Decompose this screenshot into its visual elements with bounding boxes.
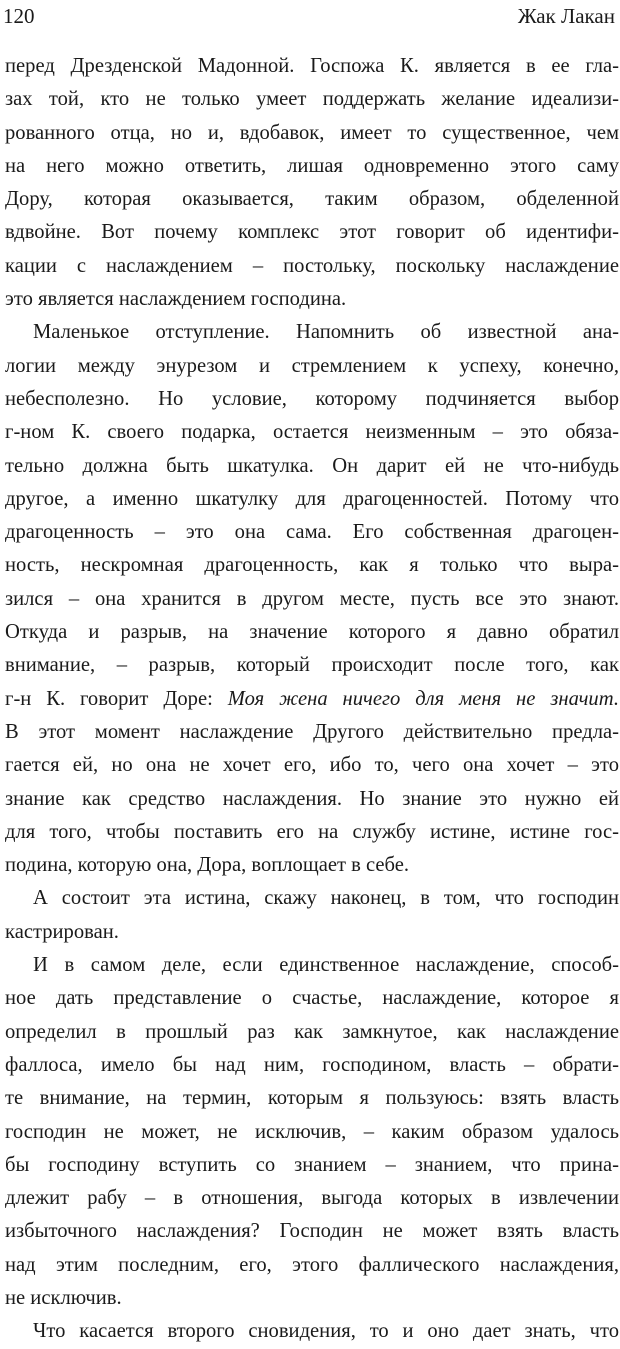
text-line: подина, которую она, Дора, воплощает в себе. bbox=[5, 854, 410, 877]
text-line: перед Дрезденской Мадонной. Госпожа К. является в ее гла- bbox=[5, 55, 619, 77]
text-line: Маленькое отступление. Напомнить об известной ана- bbox=[33, 321, 619, 344]
text-line: Откуда и разрыв, на значение которого я давно обратил bbox=[5, 621, 619, 644]
text-line: драгоценность – это она сама. Его собственная драгоцен- bbox=[5, 521, 619, 544]
text-line: ное дать представление о счастье, наслаждение, которое я bbox=[5, 987, 619, 1010]
body-text bbox=[5, 50, 619, 1349]
text-line: кастрирован. bbox=[5, 920, 119, 943]
text-line: знание как средство наслаждения. Но знание это нужно ей bbox=[5, 787, 619, 810]
text-line: не исключив. bbox=[5, 1286, 122, 1309]
text-line: определил в прошлый раз как замкнутое, как наслаждение bbox=[5, 1020, 619, 1043]
text-line: бы господину вступить со знанием – знанием, что прина- bbox=[5, 1153, 619, 1176]
italic-quote: Моя жена ничего для меня не значит. bbox=[227, 687, 619, 710]
text-line: зах той, кто не только умеет поддержать желание идеализи- bbox=[5, 88, 619, 111]
text-line: Что касается второго сновидения, то и оно дает знать, что bbox=[33, 1320, 619, 1343]
running-title: Жак Лакан bbox=[517, 4, 615, 28]
text-line: другое, а именно шкатулку для драгоценностей. Потому что bbox=[5, 487, 619, 510]
text-line: фаллоса, имело бы над ним, господином, власть – обрати- bbox=[5, 1053, 619, 1076]
text-line: тельно должна быть шкатулка. Он дарит ей не что-нибудь bbox=[5, 454, 619, 477]
text-line: В этот момент наслаждение Другого действительно предла- bbox=[5, 720, 619, 743]
text-line: ность, нескромная драгоценность, как я только что выра- bbox=[5, 554, 619, 577]
text-line: те внимание, на термин, которым я пользуюсь: взять власть bbox=[5, 1087, 619, 1110]
text-line: кации с наслаждением – постольку, поскольку наслаждение bbox=[5, 254, 619, 277]
text-line: гается ей, но она не хочет его, ибо то, чего она хочет – это bbox=[5, 754, 619, 777]
text-line-with-quote bbox=[5, 683, 619, 716]
text-line: вдвойне. Вот почему комплекс этот говорит об идентифи- bbox=[5, 221, 619, 244]
text-line: на него можно ответить, лишая одновременно этого саму bbox=[5, 154, 619, 177]
text-fragment: г-н К. говорит Доре: bbox=[5, 687, 213, 710]
text-line: рованного отца, но и, вдобавок, имеет то существенное, чем bbox=[5, 121, 619, 144]
text-line: зился – она хранится в другом месте, пусть все это знают. bbox=[5, 587, 619, 610]
text-line: над этим последним, его, этого фаллического наслаждения, bbox=[5, 1253, 619, 1276]
text-line: И в самом деле, если единственное наслаждение, способ- bbox=[33, 954, 619, 977]
text-line: избыточного наслаждения? Господин не может взять власть bbox=[5, 1220, 619, 1243]
text-line: для того, чтобы поставить его на службу истине, истине гос- bbox=[5, 820, 619, 843]
running-head bbox=[3, 2, 615, 32]
text-line: небесполезно. Но условие, которому подчиняется выбор bbox=[5, 387, 619, 410]
text-line: логии между энурезом и стремлением к успеху, конечно, bbox=[5, 354, 619, 377]
text-line: длежит рабу – в отношения, выгода которых в извлечении bbox=[5, 1187, 619, 1210]
text-line: внимание, – разрыв, который происходит после того, как bbox=[5, 654, 619, 677]
text-line: г-ном К. своего подарка, остается неизменным – это обяза- bbox=[5, 421, 619, 444]
text-line: А состоит эта истина, скажу наконец, в том, что господин bbox=[33, 887, 619, 910]
text-line: это является наслаждением господина. bbox=[5, 288, 347, 311]
page-number: 120 bbox=[3, 4, 35, 28]
text-line: Дору, которая оказывается, таким образом, обделенной bbox=[5, 188, 619, 211]
text-line: господин не может, не исключив, – каким образом удалось bbox=[5, 1120, 619, 1143]
